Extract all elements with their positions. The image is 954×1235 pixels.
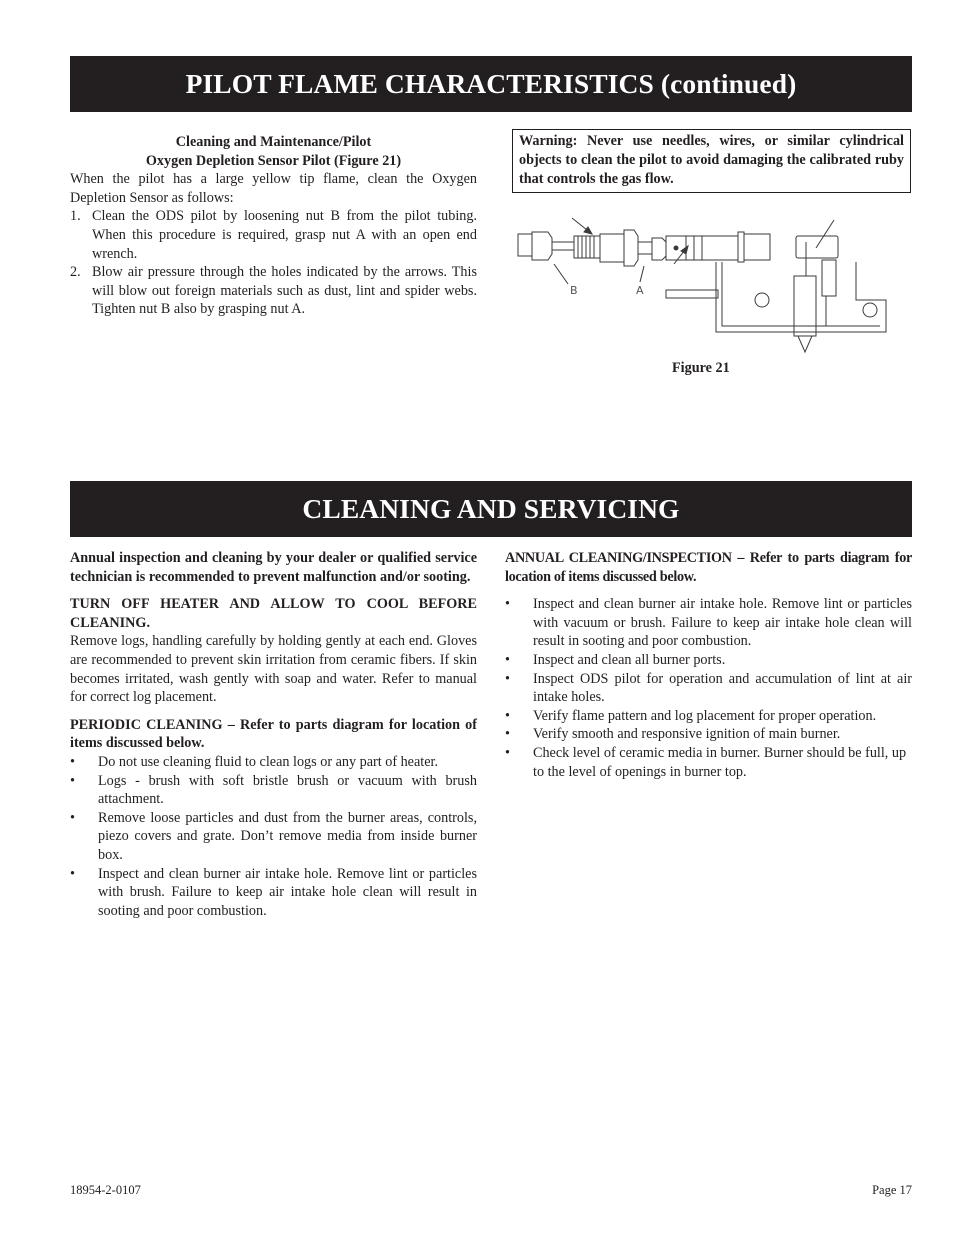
figure-label-a: A: [636, 284, 644, 297]
page-number: Page 17: [872, 1183, 912, 1197]
figure-label-b: B: [570, 284, 578, 297]
list-text: Verify smooth and responsive ignition of main burner.: [533, 726, 841, 743]
step-number: 1.: [70, 208, 81, 225]
list-text: Inspect and clean all burner ports.: [533, 651, 726, 668]
subheading: Oxygen Depletion Sensor Pilot (Figure 21): [145, 152, 402, 169]
ods-pilot-figure: [516, 212, 892, 362]
list-item: [70, 753, 477, 772]
list-text: Check level of ceramic media in burner. Burner should be full, up to the level of openings in burner top.: [533, 744, 907, 780]
list-text: Inspect and clean burner air intake hole. Remove lint or particles with brush. Failure to keep air intake hole clean will result in sooting and poor combustion.: [98, 865, 477, 919]
section-header-cleaning: [70, 481, 912, 537]
bullet: •: [70, 865, 75, 882]
section-title: PILOT FLAME CHARACTERISTICS (continued): [185, 68, 797, 99]
list-text: Inspect ODS pilot for operation and accumulation of lint at air intake holes.: [533, 670, 912, 706]
pilot-cleaning-section: [70, 133, 477, 319]
list-item: [505, 595, 912, 651]
list-text: Verify flame pattern and log placement for proper operation.: [533, 707, 877, 724]
subheading: Cleaning and Maintenance/Pilot: [175, 134, 372, 150]
list-item: [70, 865, 477, 921]
list-item: [70, 809, 477, 865]
list-item: [505, 707, 912, 726]
bullet: •: [505, 726, 510, 743]
figure-caption: Figure 21: [672, 360, 730, 376]
list-item: [505, 670, 912, 707]
list-text: Do not use cleaning fluid to clean logs or any part of heater.: [98, 753, 439, 770]
bullet: •: [505, 670, 510, 687]
step-text: Blow air pressure through the holes indicated by the arrows. This will blow out foreign materials such as dust, lint and spider webs. Tighten nut B also by grasping nut A.: [92, 264, 477, 318]
list-item: [505, 651, 912, 670]
list-text: Inspect and clean burner air intake hole. Remove lint or particles with vacuum or brush. Failure to keep air intake hole clean will result in sooting and poor combustion.: [533, 596, 912, 650]
section-title: CLEANING AND SERVICING: [302, 493, 680, 524]
bullet: •: [505, 596, 510, 613]
list-text: Remove loose particles and dust from the burner areas, controls, piezo covers and grate. Don’t remove media from inside burner box.: [98, 809, 477, 863]
bullet: •: [70, 772, 75, 789]
step-number: 2.: [70, 264, 81, 281]
annual-heading: ANNUAL CLEANING/INSPECTION – Refer to parts diagram for location of items discussed below.: [505, 550, 912, 585]
list-text: Logs - brush with soft bristle brush or vacuum with brush attachment.: [98, 772, 477, 808]
list-item: [505, 725, 912, 744]
bullet: •: [505, 651, 510, 668]
warning-box: Warning: Never use needles, wires, or similar cylindrical objects to clean the pilot to avoid damaging the calibrated ruby that controls the gas flow.: [512, 129, 911, 193]
bullet: •: [70, 809, 75, 826]
turnoff-heading: TURN OFF HEATER AND ALLOW TO COOL BEFORE CLEANING.: [70, 596, 477, 631]
paragraph: When the pilot has a large yellow tip flame, clean the Oxygen Depletion Sensor as follows:: [70, 171, 477, 206]
servicing-left-column: [70, 549, 477, 920]
list-item: [70, 772, 477, 809]
step-text: Clean the ODS pilot by loosening nut B from the pilot tubing. When this procedure is required, grasp nut A with an open end wrench.: [92, 208, 477, 262]
paragraph: Remove logs, handling carefully by holding gently at each end. Gloves are recommended to prevent skin irritation from ceramic fibers. If skin becomes irritated, wash gently with soap and water. Refer to manual for correct log placement.: [70, 633, 477, 706]
bullet: •: [505, 744, 510, 761]
bullet: •: [70, 753, 75, 770]
document-number: 18954-2-0107: [70, 1183, 141, 1197]
periodic-heading: PERIODIC CLEANING – Refer to parts diagram for location of items discussed below.: [70, 716, 477, 752]
servicing-right-column: [505, 549, 912, 781]
intro-paragraph: Annual inspection and cleaning by your dealer or qualified service technician is recommended to prevent malfunction and/or sooting.: [70, 550, 477, 585]
list-item: [70, 207, 477, 263]
bullet: •: [505, 707, 510, 724]
list-item: [505, 744, 912, 781]
section-header-pilot-flame: [70, 56, 912, 112]
list-item: [70, 263, 477, 319]
